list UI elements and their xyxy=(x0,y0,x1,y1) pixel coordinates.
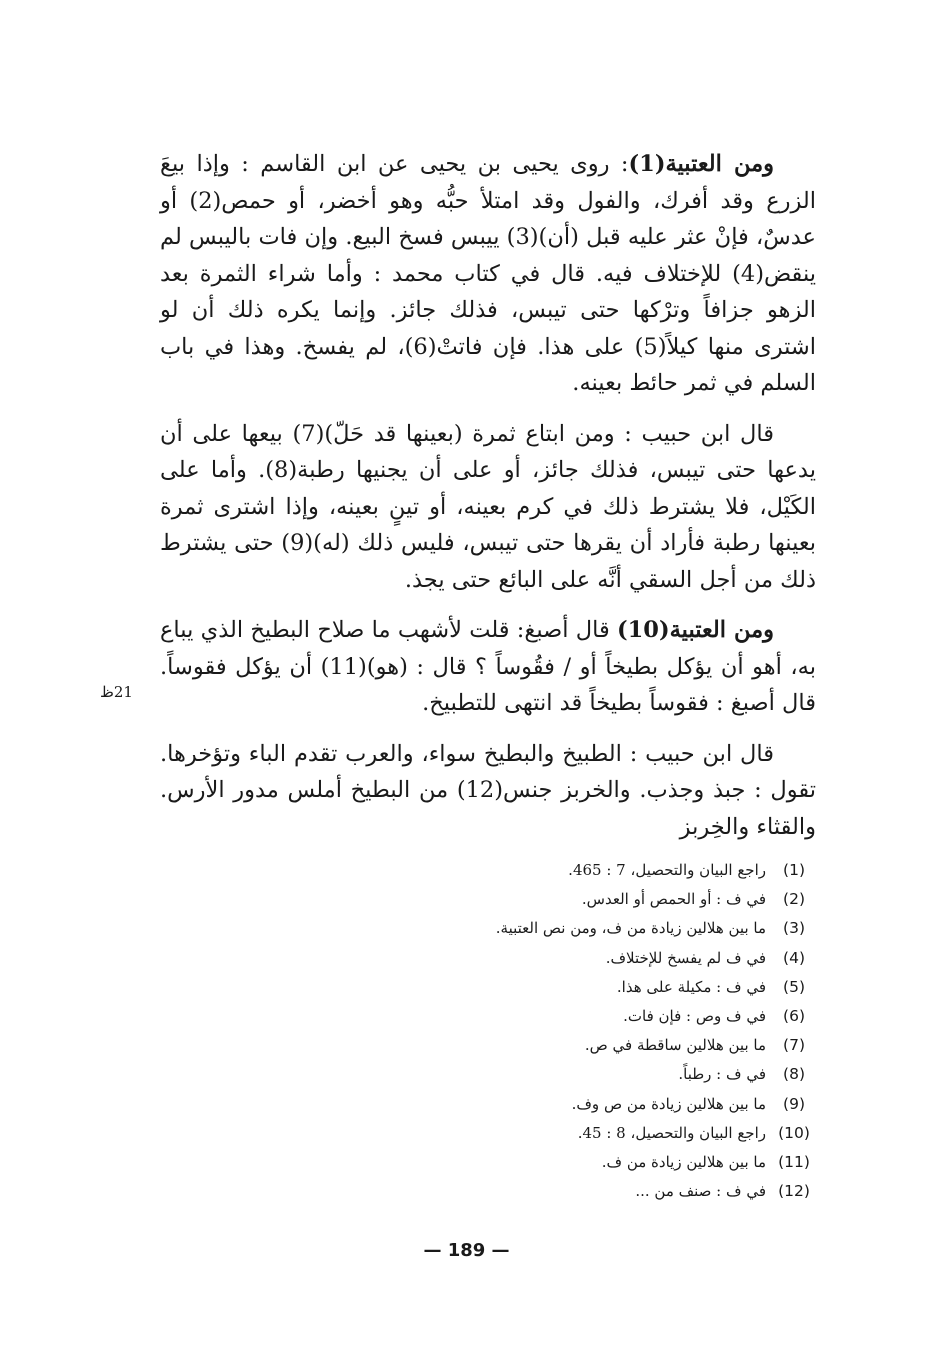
footnote-number: (12) xyxy=(778,1182,810,1201)
paragraph-lead: ومن العتبية(10) xyxy=(617,617,774,643)
footnote-text: في ف : أو الحمص أو العدس. xyxy=(581,890,766,909)
footnote-text: راجع البيان والتحصيل، 8 : 45. xyxy=(577,1123,766,1142)
footnote-number: (2) xyxy=(783,890,805,909)
paragraph-text: : روى يحيى بن يحيى عن ابن القاسم : وإذا بيعَ الزرع وقد أفرك، والفول وقد امتلأ حبُّه وهو أخضر، أو حمص(2) أو عدسٌ، فإنْ عثر عليه قبل (أن)(3) ييبس فسخ البيع. وإن فات باليبس لم ينقض(4) للإختلاف فيه. قال في كتاب محمد : وأما شراء الثمرة بعد الزهو جزافاً وترْكها حتى تيبس، فذلك جائز. وإنما يكره ذلك أن لو اشترى منها كيلاً(5) على هذا. فإن فاتتْ(6)، لم يفسخ. وهذا في باب السلم في ثمر حائط بعينه. xyxy=(160,151,817,396)
footnote-text: في ف لم يفسخ للإختلاف. xyxy=(605,948,766,967)
footnote xyxy=(160,1119,816,1148)
paragraph-lead: ومن العتبية(1) xyxy=(628,151,774,177)
manuscript-folio-note: 21ظ xyxy=(100,683,133,701)
main-text xyxy=(160,146,816,845)
paragraph-2 xyxy=(160,416,816,599)
footnote-number: (11) xyxy=(778,1153,810,1172)
footnote xyxy=(160,1002,816,1031)
footnote xyxy=(160,1177,816,1206)
footnote xyxy=(160,1060,816,1089)
footnote-text: في ف : مكيلة على هذا. xyxy=(616,977,766,996)
footnote-text: في ف وص : فإن فات. xyxy=(623,1007,766,1026)
footnote-text: في ف : صنف من ... xyxy=(635,1182,766,1201)
paragraph-4 xyxy=(160,736,816,846)
footnote-text: ما بين هلالين زيادة من ف. xyxy=(601,1153,766,1172)
footnote xyxy=(160,1148,816,1177)
footnote-number: (9) xyxy=(783,1094,805,1113)
footnote xyxy=(160,973,816,1002)
footnote-number: (10) xyxy=(778,1123,810,1142)
footnotes xyxy=(160,856,816,1206)
footnote-text: في ف : رطباً. xyxy=(678,1065,766,1084)
paragraph-text: قال أصبغ: قلت لأشهب ما صلاح البطيخ الذي يباع به، أهو أن يؤكل بطيخاً أو / فقُوساً ؟ قال : (هو)(11) أن يؤكل فقوساً. قال أصبغ : فقوساً بطيخاً قد انتهى للتطبيخ. xyxy=(160,617,816,716)
footnote xyxy=(160,1090,816,1119)
footnote-number: (3) xyxy=(783,919,805,938)
paragraph-text: قال ابن حبيب : الطبيخ والبطيخ سواء، والعرب تقدم الباء وتؤخرها. تقول : جبذ وجذب. والخربز جنس(12) من البطيخ أملس مدور الأرس. والقثاء والخِربز xyxy=(160,740,816,840)
footnote xyxy=(160,944,816,973)
footnote xyxy=(160,1031,816,1060)
footnote xyxy=(160,885,816,914)
footnote-number: (4) xyxy=(783,948,805,967)
paragraph-1 xyxy=(160,146,816,402)
footnote-text: ما بين هلالين زيادة من ص وف. xyxy=(571,1094,766,1113)
footnote-text: راجع البيان والتحصيل، 7 : 465. xyxy=(568,861,766,879)
footnote-number: (6) xyxy=(783,1007,805,1026)
footnote-text: ما بين هلالين ساقطة في ص. xyxy=(584,1036,766,1055)
paragraph-text: قال ابن حبيب : ومن ابتاع ثمرة (بعينها قد حَلّ)(7) بيعها على أن يدعها حتى تيبس، فذلك جائز، أو على أن يجنيها رطبة(8). وأما على الكَيْل، فلا يشترط ذلك في كرم بعينه، أو تينٍ بعينه، وإذا اشترى ثمرة بعينها رطبة فأراد أن يقرها حتى تيبس، فليس ذلك (له)(9) حتى يشترط ذلك من أجل السقي أنَّه على البائع حتى يجذ. xyxy=(160,420,817,593)
footnote-number: (5) xyxy=(783,977,805,996)
footnote-number: (8) xyxy=(783,1065,805,1084)
footnote-number: (1) xyxy=(783,861,805,879)
footnote xyxy=(160,914,816,943)
footnote xyxy=(160,856,816,885)
paragraph-3 xyxy=(160,612,816,722)
footnote-number: (7) xyxy=(783,1036,805,1055)
footnote-text: ما بين هلالين زيادة من ف، ومن نص العتبية. xyxy=(495,919,766,938)
page-number: — 189 — xyxy=(423,1240,510,1261)
